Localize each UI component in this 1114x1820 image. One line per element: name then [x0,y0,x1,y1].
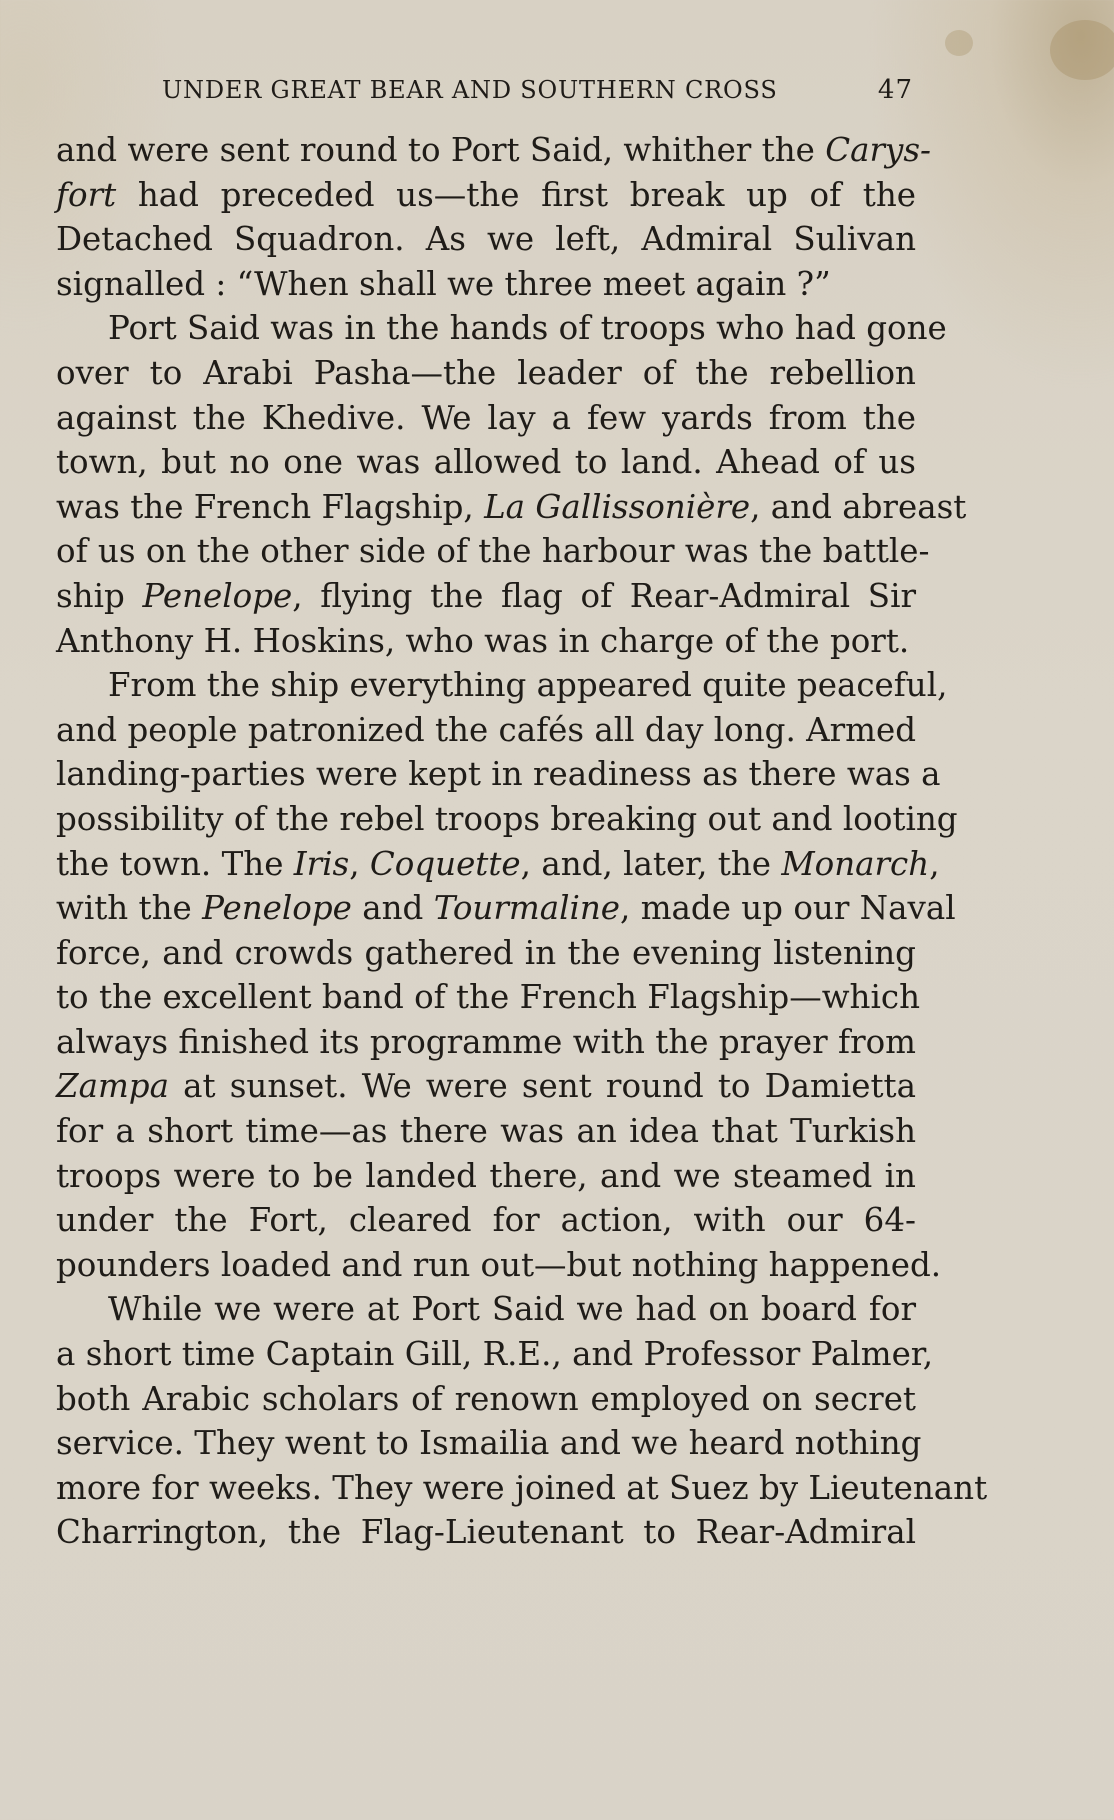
text-line: signalled : “When shall we three meet again ?” [56,264,831,303]
text-line: possibility of the rebel troops breaking out and looting [56,799,958,838]
text-line: to the excellent band of the French Flagship—which [56,978,921,1017]
text-line: was the French Flagship, La Gallissonière, and abreast [56,487,967,526]
text-line: town, but no one was allowed to land. Ahead of us [56,443,916,482]
running-head [162,72,913,108]
text-line: Anthony H. Hoskins, who was in charge of the port. [56,621,910,660]
text-line: and people patronized the cafés all day long. Armed [56,710,916,749]
text-line: of us on the other side of the harbour was the battle- [56,532,930,571]
text-line: more for weeks. They were joined at Suez by Lieutenant [56,1468,988,1507]
text-line: Zampa at sunset. We were sent round to Damietta [56,1067,916,1106]
text-line: both Arabic scholars of renown employed on secret [56,1379,916,1418]
text-line: the town. The Iris, Coquette, and, later, the Monarch, [56,844,940,883]
text-line: against the Khedive. We lay a few yards from the [56,398,916,437]
text-line: with the Penelope and Tourmaline, made up our Naval [56,889,956,928]
text-line: for a short time—as there was an idea that Turkish [56,1112,916,1151]
text-line: From the ship everything appeared quite peaceful, [108,666,948,705]
text-line: service. They went to Ismailia and we heard nothing [56,1424,922,1463]
text-line: a short time Captain Gill, R.E., and Professor Palmer, [56,1335,934,1374]
text-line: always finished its programme with the prayer from [56,1022,916,1061]
text-line: and were sent round to Port Said, whither the Carys- [56,131,932,169]
text-line: landing-parties were kept in readiness as there was a [56,755,941,794]
text-line: troops were to be landed there, and we steamed in [56,1156,916,1195]
paper-stain [1050,20,1114,80]
text-line: ship Penelope, flying the flag of Rear-Admiral Sir [56,576,916,615]
running-title: UNDER GREAT BEAR AND SOUTHERN CROSS [162,76,778,104]
text-line: under the Fort, cleared for action, with our 64- [56,1201,916,1240]
text-line: force, and crowds gathered in the evening listening [56,933,916,972]
paper-stain [945,30,973,56]
text-line: Detached Squadron. As we left, Admiral Sulivan [56,220,916,259]
text-line: While we were at Port Said we had on board for [108,1290,916,1329]
text-line: fort had preceded us—the first break up of the [56,175,916,214]
text-line: Port Said was in the hands of troops who had gone [108,309,947,348]
text-line: Charrington, the Flag-Lieutenant to Rear-Admiral [56,1513,916,1552]
text-line: pounders loaded and run out—but nothing happened. [56,1245,942,1284]
text-line: over to Arabi Pasha—the leader of the rebellion [56,353,916,392]
page-number: 47 [877,75,913,105]
body-text [56,128,988,1555]
